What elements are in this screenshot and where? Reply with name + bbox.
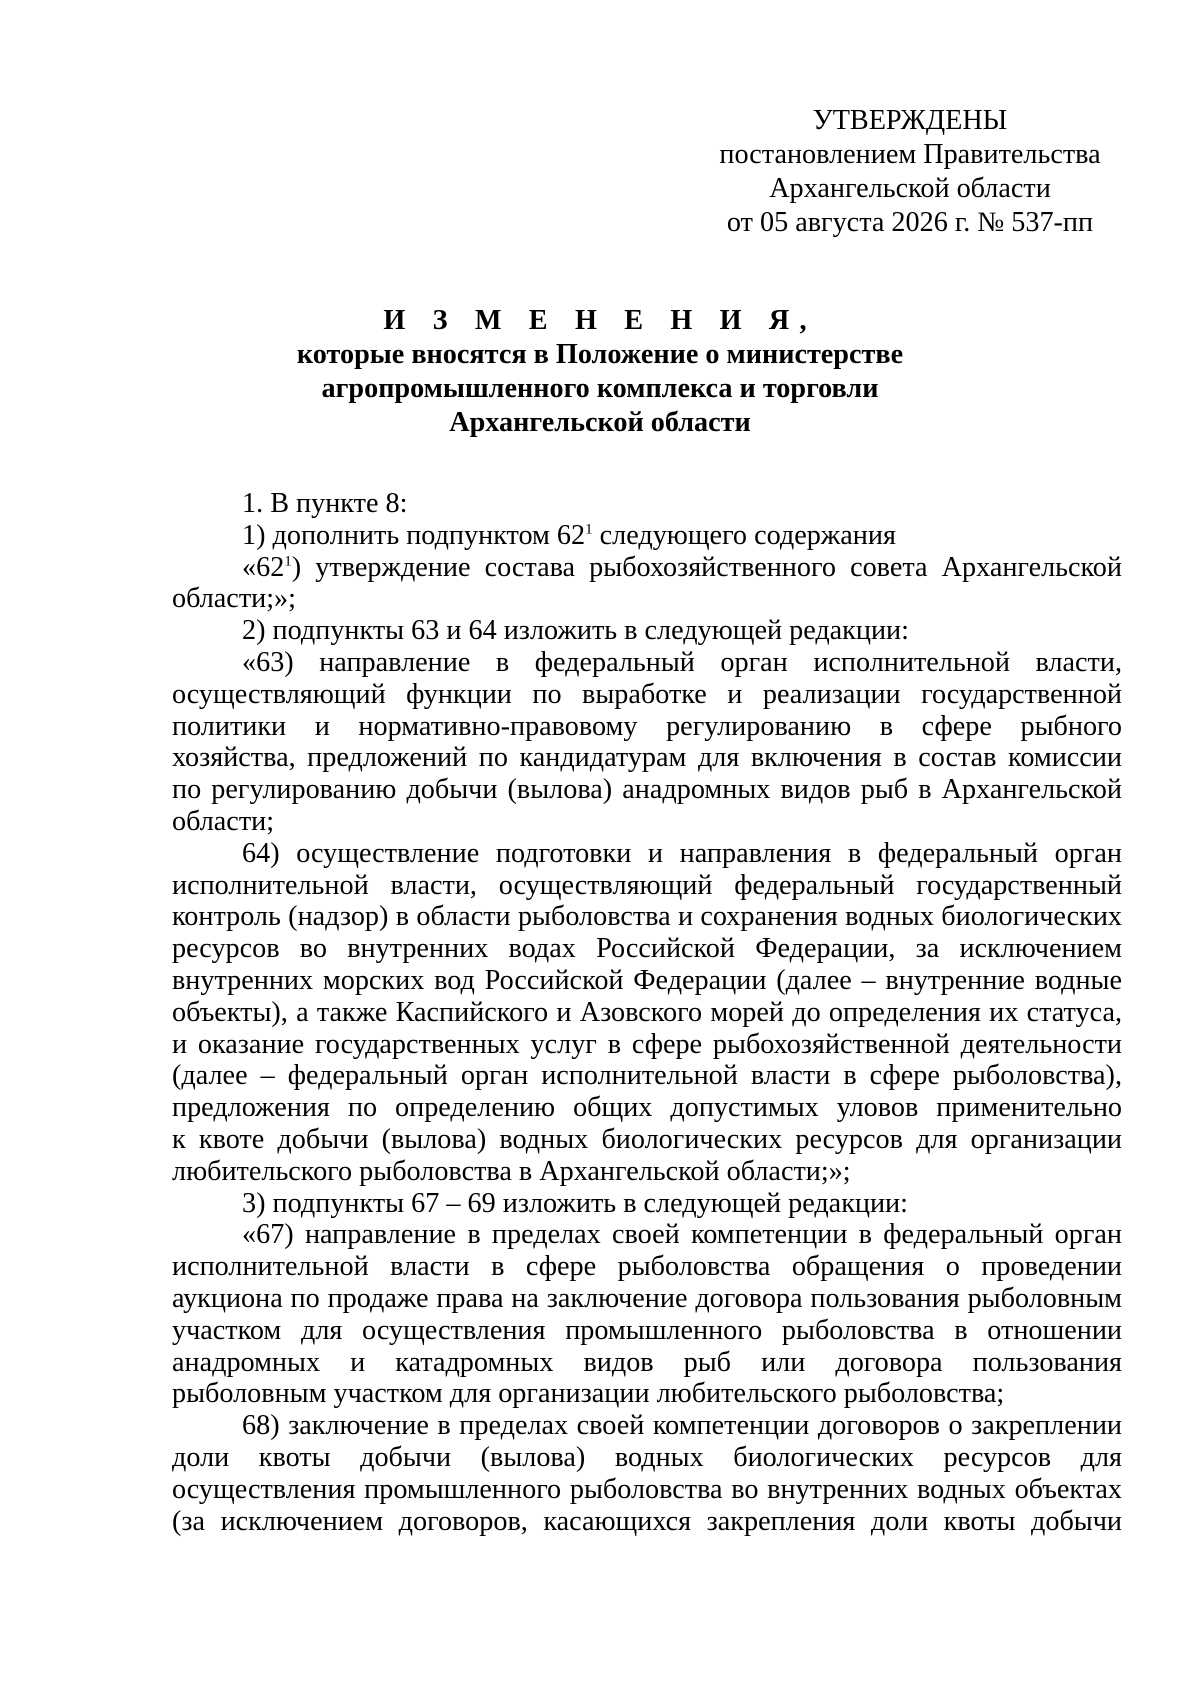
text-fragment: следующего содержания bbox=[592, 519, 896, 551]
text-line: внутренних морских вод Российской Федерации (далее – внутренние водные bbox=[172, 964, 1122, 996]
text-fragment: ) утверждение состава рыбохозяйственного совета Архангельской bbox=[291, 551, 1122, 583]
text-line: ресурсов во внутренних водах Российской Федерации, за исключением bbox=[172, 933, 1122, 965]
text-line: (за исключением договоров, касающихся закрепления доли квоты добычи bbox=[172, 1505, 1122, 1537]
text-line: к квоте добычи (вылова) водных биологических ресурсов для организации bbox=[172, 1123, 1122, 1155]
text-line: 3) подпункты 67 – 69 изложить в следующей редакции: bbox=[242, 1187, 908, 1219]
text-line: предложения по определению общих допустимых уловов применительно bbox=[172, 1092, 1122, 1124]
text-line: 68) заключение в пределах своей компетенции договоров о закреплении bbox=[242, 1410, 1122, 1442]
text-line: по регулированию добычи (вылова) анадромных видов рыб в Архангельской bbox=[172, 774, 1122, 806]
text-fragment: 1) дополнить подпунктом 62 bbox=[242, 519, 586, 551]
superscript: 1 bbox=[585, 521, 593, 538]
text-line: «63) направление в федеральный орган исполнительной власти, bbox=[242, 646, 1122, 678]
text-line: области;»; bbox=[172, 583, 296, 615]
text-line: участком для осуществления промышленного рыболовства в отношении bbox=[172, 1314, 1122, 1346]
text-fragment: «62 bbox=[242, 551, 285, 583]
text-line: 2) подпункты 63 и 64 изложить в следующей редакции: bbox=[242, 615, 909, 647]
approval-stamp bbox=[690, 104, 1130, 240]
text-line: политики и нормативно-правовому регулированию в сфере рыбного bbox=[172, 710, 1122, 742]
text-line: аукциона по продаже права на заключение договора пользования рыболовным bbox=[172, 1282, 1122, 1314]
text-line: осуществляющий функции по выработке и реализации государственной bbox=[172, 678, 1122, 710]
superscript: 1 bbox=[284, 553, 292, 570]
text-line: доли квоты добычи (вылова) водных биологических ресурсов для bbox=[172, 1441, 1122, 1473]
text-line: объекты), а также Каспийского и Азовского морей до определения их статуса, bbox=[172, 996, 1122, 1028]
document-title: И З М Е Н Е Н И Я, bbox=[383, 305, 817, 336]
document-subtitle-3: Архангельской области bbox=[449, 407, 751, 438]
approval-date-number: от 05 августа 2026 г. № 537-пп bbox=[726, 207, 1094, 238]
text-line: исполнительной власти, осуществляющий федеральный государственный bbox=[172, 869, 1122, 901]
text-line: (далее – федеральный орган исполнительной власти в сфере рыболовства), bbox=[172, 1060, 1122, 1092]
text-line: «67) направление в пределах своей компетенции в федеральный орган bbox=[242, 1219, 1122, 1251]
text-line: анадромных и катадромных видов рыб или договора пользования bbox=[172, 1346, 1122, 1378]
text-line: и оказание государственных услуг в сфере рыбохозяйственной деятельности bbox=[172, 1028, 1122, 1060]
text-line: любительского рыболовства в Архангельской области;»; bbox=[172, 1155, 851, 1187]
text-line: рыболовным участком для организации любительского рыболовства; bbox=[172, 1378, 1005, 1410]
text-line: исполнительной власти в сфере рыболовства обращения о проведении bbox=[172, 1251, 1122, 1283]
text-line bbox=[172, 552, 1122, 584]
document-subtitle-1: которые вносятся в Положение о министерстве bbox=[296, 339, 904, 370]
document-body bbox=[172, 488, 1122, 1537]
approval-title: УТВЕРЖДЕНЫ bbox=[812, 105, 1008, 136]
text-line: контроль (надзор) в области рыболовства и сохранения водных биологических bbox=[172, 901, 1122, 933]
approval-line-3: Архангельской области bbox=[769, 173, 1051, 204]
text-line bbox=[172, 520, 1122, 552]
text-line: хозяйства, предложений по кандидатурам для включения в состав комиссии bbox=[172, 742, 1122, 774]
document-heading bbox=[0, 304, 1200, 440]
document-subtitle-2: агропромышленного комплекса и торговли bbox=[321, 373, 879, 404]
text-line: области; bbox=[172, 805, 275, 837]
approval-line-2: постановлением Правительства bbox=[719, 139, 1101, 170]
text-line: 64) осуществление подготовки и направления в федеральный орган bbox=[242, 837, 1122, 869]
text-line: осуществления промышленного рыболовства во внутренних водных объектах bbox=[172, 1473, 1122, 1505]
text-line: 1. В пункте 8: bbox=[242, 488, 408, 519]
